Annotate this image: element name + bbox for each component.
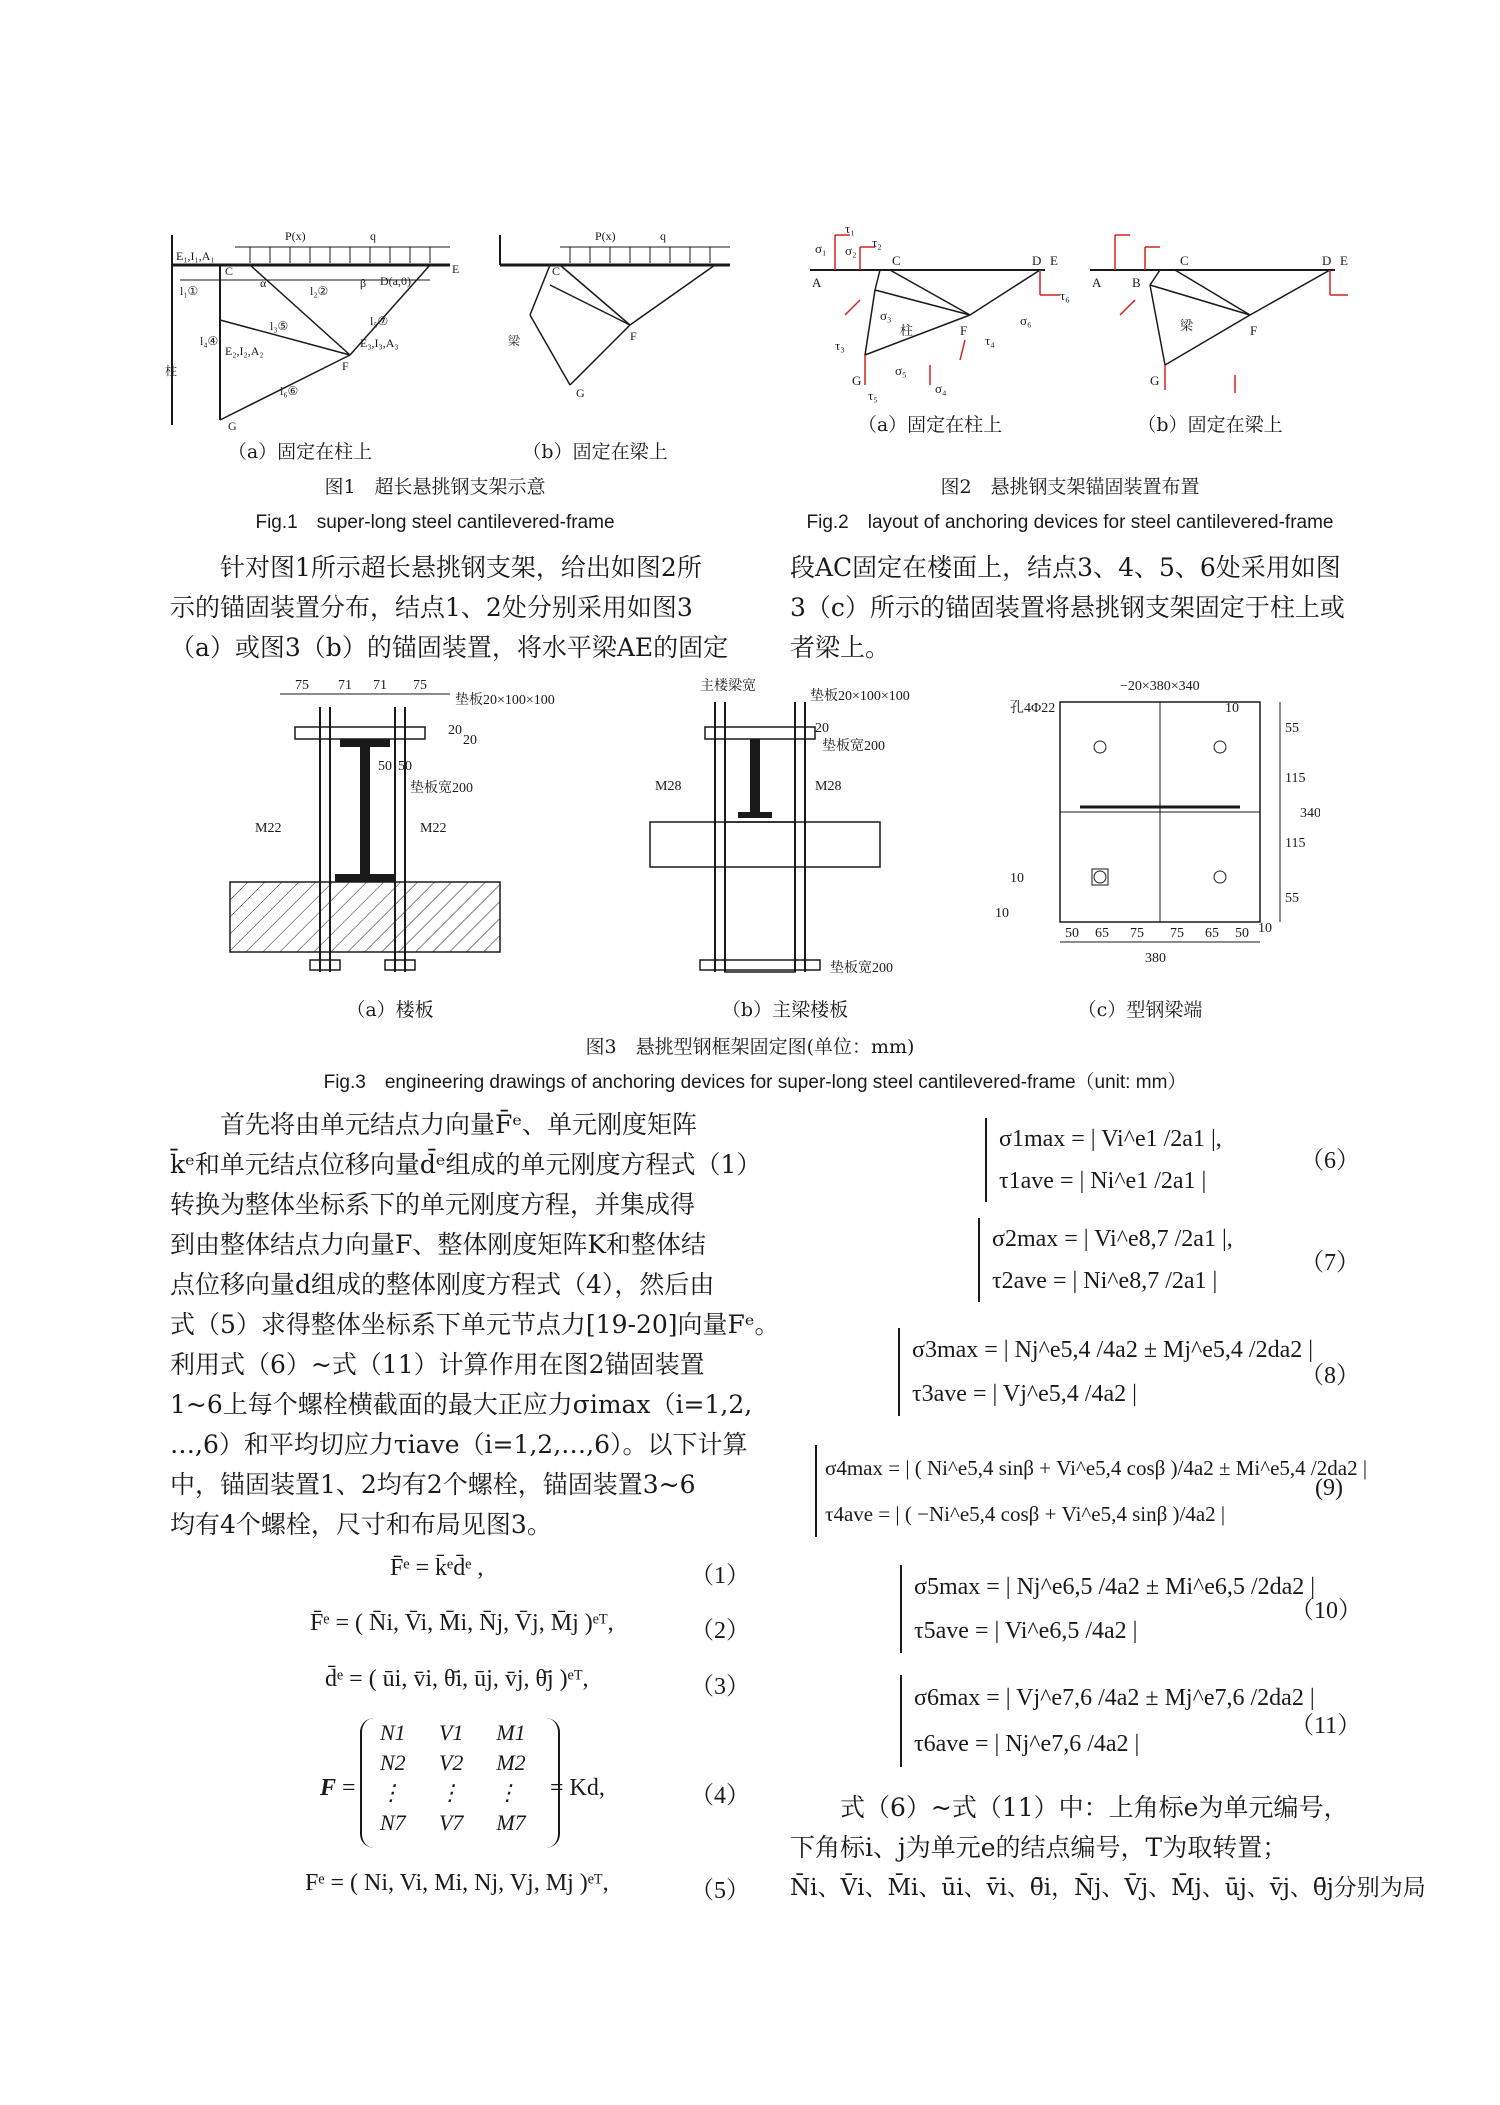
paragraph-3-line-5: 点位移向量d组成的整体刚度方程式（4），然后由 bbox=[170, 1270, 715, 1299]
node-f-label: F bbox=[342, 359, 349, 373]
equation-7-line-1: σ2max = | Vi^e8,7 /2a1 |, bbox=[992, 1226, 1233, 1252]
figure-1a-drawing bbox=[172, 235, 450, 425]
f2b-node-f: F bbox=[1250, 323, 1258, 338]
3c-bottom-5: 65 bbox=[1205, 926, 1219, 941]
matrix-row bbox=[370, 1808, 550, 1838]
b-beam-label: 梁 bbox=[508, 334, 521, 348]
beta-label: β bbox=[360, 276, 367, 290]
equation-5-number: （5） bbox=[690, 1878, 750, 1904]
equation-4-lhs: F = bbox=[320, 1775, 356, 1801]
f2a-t2: τ₂ bbox=[872, 235, 882, 250]
3b-dim-20: 20 bbox=[815, 721, 829, 736]
matrix-cell: M1 bbox=[496, 1720, 526, 1745]
e3-label: E₃,I₃,A₃ bbox=[360, 336, 399, 350]
equation-11 bbox=[900, 1675, 1315, 1767]
paragraph-2-line-2: 3（c）所示的锚固装置将悬挑钢支架固定于柱上或 bbox=[790, 593, 1345, 622]
figure-2a-labels bbox=[812, 225, 1070, 403]
f2a-node-d: D bbox=[1032, 253, 1042, 268]
figure-3-caption-zh: 图3 悬挑型钢框架固定图(单位：mm) bbox=[585, 1036, 915, 1058]
f2a-s3: σ₃ bbox=[880, 308, 892, 323]
figure-1b-labels bbox=[508, 229, 666, 400]
f2a-node-a: A bbox=[812, 275, 822, 290]
3b-bolt-right: M28 bbox=[815, 779, 842, 794]
f2a-t3: τ₃ bbox=[835, 338, 845, 353]
paragraph-1-line-3: （a）或图3（b）的锚固装置，将水平梁AE的固定 bbox=[170, 633, 729, 662]
figure-2 bbox=[790, 225, 1360, 415]
figure-1b-drawing bbox=[500, 235, 730, 385]
matrix-table bbox=[370, 1718, 550, 1838]
equation-7 bbox=[978, 1218, 1233, 1302]
figure-2b-drawing bbox=[1090, 235, 1348, 393]
equation-8 bbox=[898, 1328, 1313, 1416]
figure-1b-subcaption: （b）固定在梁上 bbox=[522, 441, 668, 463]
equation-3-number: （3） bbox=[690, 1674, 750, 1700]
paragraph-4-line-2: 下角标i、j为单元e的结点编号，T为取转置； bbox=[790, 1833, 1288, 1862]
3c-bottom-2: 65 bbox=[1095, 926, 1109, 941]
equation-4-number: （4） bbox=[690, 1783, 750, 1809]
column-label: 柱 bbox=[165, 364, 178, 378]
paragraph-3-line-8: 1~6上每个螺栓横截面的最大正应力σimax（i=1,2, bbox=[170, 1390, 753, 1419]
b-node-c-label: C bbox=[552, 264, 561, 278]
l6-label: l₆⑥ bbox=[280, 384, 299, 398]
equation-8-line-1: σ3max = | Nj^e5,4 /4a2 ± Mj^e5,4 /2da2 | bbox=[912, 1337, 1314, 1363]
f2a-t4: τ₄ bbox=[985, 333, 995, 348]
matrix-cell: V7 bbox=[438, 1810, 464, 1835]
matrix-cell: ⋮ bbox=[496, 1780, 519, 1805]
paragraph-3-line-4: 到由整体结点力向量F、整体刚度矩阵K和整体结 bbox=[170, 1230, 707, 1259]
e2-label: E₂,I₂,A₂ bbox=[225, 344, 264, 358]
3c-right-1: 55 bbox=[1285, 721, 1299, 736]
f2a-t6: τ₆ bbox=[1060, 288, 1070, 303]
equation-1-number: （1） bbox=[690, 1563, 750, 1589]
equation-10-line-2: τ5ave = | Vi^e6,5 /4a2 | bbox=[914, 1618, 1138, 1644]
figure-1-diagrams bbox=[160, 225, 740, 455]
f2a-s2: σ₂ bbox=[845, 243, 857, 258]
node-e-label: E bbox=[452, 262, 460, 276]
3c-right-4: 55 bbox=[1285, 891, 1299, 906]
equation-9 bbox=[815, 1445, 1367, 1537]
f2a-s5: σ₅ bbox=[895, 363, 907, 378]
equation-4-matrix bbox=[360, 1718, 560, 1848]
equation-8-line-2: τ3ave = | Vj^e5,4 /4a2 | bbox=[912, 1381, 1137, 1407]
3c-right-3: 115 bbox=[1285, 836, 1306, 851]
paragraph-4-line-1: 式（6）~式（11）中：上角标e为单元编号， bbox=[840, 1793, 1349, 1822]
figure-3c-labels bbox=[995, 679, 1320, 966]
paragraph-4 bbox=[790, 1788, 1426, 1908]
e1-label: E₁,I₁,A₁ bbox=[176, 249, 215, 263]
equation-2: F̄ᵉ = ( N̄i, V̄i, M̄i, N̄j, V̄j, M̄j )ᵉᵀ, bbox=[310, 1610, 614, 1636]
f2b-node-a: A bbox=[1092, 275, 1102, 290]
f2a-node-c: C bbox=[892, 253, 901, 268]
alpha-label: α bbox=[260, 276, 267, 290]
3c-bottom-3: 75 bbox=[1130, 926, 1144, 941]
equation-7-line-2: τ2ave = | Ni^e8,7 /2a1 | bbox=[992, 1268, 1218, 1294]
paragraph-3-line-10: 中，锚固装置1、2均有2个螺栓，锚固装置3~6 bbox=[170, 1470, 696, 1499]
f2a-t5: τ₅ bbox=[868, 388, 878, 403]
equation-9-line-1: σ4max = | ( Ni^e5,4 sinβ + Vi^e5,4 cosβ )/4a2 ± Mi^e5,4 /2da2 | bbox=[825, 1456, 1368, 1480]
matrix-cell: N7 bbox=[380, 1810, 406, 1835]
matrix-cell: ⋮ bbox=[438, 1780, 461, 1805]
3c-weld-b: 10 bbox=[1010, 871, 1024, 886]
equation-6-number: （6） bbox=[1300, 1148, 1360, 1174]
3a-plate: 垫板20×100×100 bbox=[455, 693, 555, 708]
3a-bolt-right: M22 bbox=[420, 821, 447, 836]
equation-11-number: （11） bbox=[1290, 1713, 1362, 1739]
f2a-node-f: F bbox=[960, 323, 968, 338]
figure-2-caption-zh: 图2 悬挑钢支架锚固装置布置 bbox=[940, 476, 1200, 498]
matrix-cell: ⋮ bbox=[380, 1780, 402, 1805]
equation-11-line-1: σ6max = | Vj^e7,6 /4a2 ± Mj^e7,6 /2da2 | bbox=[914, 1685, 1315, 1711]
3b-plate-width-2: 垫板宽200 bbox=[830, 961, 893, 976]
f2a-node-e: E bbox=[1050, 253, 1058, 268]
figure-3b-subcaption: （b）主梁楼板 bbox=[721, 999, 849, 1021]
f2a-node-g: G bbox=[852, 373, 862, 388]
3a-bolt-left: M22 bbox=[255, 821, 282, 836]
figure-1a-subcaption: （a）固定在柱上 bbox=[227, 441, 373, 463]
paragraph-3-line-3: 转换为整体坐标系下的单元刚度方程，并集成得 bbox=[170, 1190, 696, 1219]
paragraph-1-line-2: 示的锚固装置分布，结点1、2处分别采用如图3 bbox=[170, 593, 693, 622]
f2b-beam: 梁 bbox=[1180, 318, 1194, 333]
matrix-cell: N1 bbox=[380, 1720, 406, 1745]
equation-1: F̄ᵉ = k̄ᵉd̄ᵉ , bbox=[390, 1555, 484, 1581]
figure-3c-drawing bbox=[1060, 702, 1280, 942]
paragraph-3-line-6: 式（5）求得整体坐标系下单元节点力[19-20]向量Fᵉ。 bbox=[170, 1310, 780, 1339]
paragraph-3-line-11: 均有4个螺栓，尺寸和布局见图3。 bbox=[170, 1510, 552, 1539]
f2b-node-e: E bbox=[1340, 253, 1348, 268]
figure-3-caption-en: Fig.3 engineering drawings of anchoring devices for super-long steel cantilevered-frame（unit: mm） bbox=[323, 1072, 1187, 1093]
f2b-node-g: G bbox=[1150, 373, 1160, 388]
b-load-q-label: q bbox=[660, 229, 666, 243]
f2b-node-c: C bbox=[1180, 253, 1189, 268]
figure-3c-subcaption: （c）型钢梁端 bbox=[1077, 999, 1203, 1021]
l5-label: l₅⑦ bbox=[370, 314, 389, 328]
b-load-p-label: P(x) bbox=[595, 229, 616, 243]
figure-2b-labels bbox=[1092, 253, 1348, 388]
matrix-cell: V2 bbox=[438, 1750, 464, 1775]
3c-bottom-total: 380 bbox=[1145, 951, 1166, 966]
figure-1-caption-en: Fig.1 super-long steel cantilevered-frame bbox=[255, 512, 615, 533]
matrix-row bbox=[370, 1778, 550, 1808]
l1-label: l₁① bbox=[180, 284, 199, 298]
equation-6 bbox=[985, 1118, 1222, 1202]
equation-7-number: （7） bbox=[1300, 1250, 1360, 1276]
l4-label: l₄④ bbox=[200, 334, 219, 348]
paragraph-3-line-2: k̄ᵉ和单元结点位移向量d̄ᵉ组成的单元刚度方程式（1） bbox=[170, 1150, 762, 1179]
paragraph-2-line-1: 段AC固定在楼面上，结点3、4、5、6处采用如图 bbox=[790, 553, 1341, 582]
3c-right-2: 115 bbox=[1285, 771, 1306, 786]
node-d-label: D(a,0) bbox=[380, 274, 411, 288]
3c-bottom-6: 50 bbox=[1235, 926, 1249, 941]
equation-4-rhs: = Kd, bbox=[550, 1775, 605, 1801]
figure-2-diagrams bbox=[790, 225, 1360, 415]
figure-3b-labels bbox=[655, 677, 910, 976]
3a-dim-20a: 20 bbox=[448, 723, 462, 738]
3a-dim-2: 71 bbox=[338, 678, 352, 693]
equation-11-line-2: τ6ave = | Nj^e7,6 /4a2 | bbox=[914, 1731, 1140, 1757]
equation-10-line-1: σ5max = | Nj^e6,5 /4a2 ± Mi^e6,5 /2da2 | bbox=[914, 1574, 1316, 1600]
figure-2a-subcaption: （a）固定在柱上 bbox=[857, 414, 1003, 436]
matrix-cell: M2 bbox=[496, 1750, 526, 1775]
3a-dim-50b: 50 bbox=[398, 759, 412, 774]
paragraph-1 bbox=[170, 548, 745, 668]
figure-1-caption-zh: 图1 超长悬挑钢支架示意 bbox=[324, 476, 546, 498]
3a-dim-50a: 50 bbox=[378, 759, 392, 774]
3b-plate-width: 垫板宽200 bbox=[822, 739, 885, 754]
matrix-cell: N2 bbox=[380, 1750, 406, 1775]
f2a-column: 柱 bbox=[900, 323, 914, 338]
paragraph-3-line-9: …,6）和平均切应力τiave（i=1,2,…,6）。以下计算 bbox=[170, 1430, 748, 1459]
figure-1a-labels bbox=[165, 229, 459, 433]
l3-label: l₃⑤ bbox=[270, 319, 289, 333]
equation-6-line-2: τ1ave = | Ni^e1 /2a1 | bbox=[999, 1168, 1207, 1194]
figure-3-drawings bbox=[220, 672, 1320, 992]
node-c-label: C bbox=[225, 264, 234, 278]
3a-dim-3: 71 bbox=[373, 678, 387, 693]
figure-3a-subcaption: （a）楼板 bbox=[346, 999, 434, 1021]
equation-9-number: (9) bbox=[1315, 1475, 1343, 1501]
3c-plate: −20×380×340 bbox=[1120, 679, 1200, 694]
figure-3 bbox=[220, 672, 1320, 992]
equation-10-number: （10） bbox=[1290, 1598, 1362, 1624]
3b-plate: 垫板20×100×100 bbox=[810, 689, 910, 704]
figure-1 bbox=[160, 225, 740, 455]
3c-right-total: 340 bbox=[1300, 806, 1320, 821]
paragraph-3-line-7: 利用式（6）~式（11）计算作用在图2锚固装置 bbox=[170, 1350, 705, 1379]
f2b-node-b: B bbox=[1132, 275, 1141, 290]
f2a-s6: σ₆ bbox=[1020, 313, 1032, 328]
equation-10 bbox=[900, 1565, 1315, 1653]
3a-dim-20b: 20 bbox=[463, 733, 477, 748]
node-g-label: G bbox=[228, 419, 237, 433]
equation-6-line-1: σ1max = | Vi^e1 /2a1 |, bbox=[999, 1126, 1222, 1152]
b-node-f-label: F bbox=[630, 329, 637, 343]
equation-9-line-2: τ4ave = | ( −Ni^e5,4 cosβ + Vi^e5,4 sinβ )/4a2 | bbox=[825, 1502, 1226, 1526]
b-node-g-label: G bbox=[576, 386, 585, 400]
matrix-cell: V1 bbox=[438, 1720, 464, 1745]
matrix-row bbox=[370, 1748, 550, 1778]
paragraph-3-line-1: 首先将由单元结点力向量F̄ᵉ、单元刚度矩阵 bbox=[220, 1110, 698, 1139]
f2a-t1: τ₁ bbox=[845, 225, 855, 236]
3a-dim-1: 75 bbox=[295, 678, 309, 693]
figure-2-caption-en: Fig.2 layout of anchoring devices for steel cantilevered-frame bbox=[806, 512, 1334, 533]
load-p-label: P(x) bbox=[285, 229, 306, 243]
paragraph-2-line-3: 者梁上。 bbox=[790, 633, 891, 662]
3c-hole: 孔4Φ22 bbox=[1010, 701, 1056, 716]
3c-weld-a: 10 bbox=[1225, 701, 1239, 716]
f2a-s4: σ₄ bbox=[935, 381, 947, 396]
l2-label: l₂② bbox=[310, 284, 329, 298]
load-q-label: q bbox=[370, 229, 376, 243]
f2b-node-d: D bbox=[1322, 253, 1332, 268]
equation-8-number: （8） bbox=[1300, 1363, 1360, 1389]
3c-bottom-1: 50 bbox=[1065, 926, 1079, 941]
paragraph-2 bbox=[790, 548, 1350, 668]
paragraph-1-line-1: 针对图1所示超长悬挑钢支架，给出如图2所 bbox=[220, 553, 702, 582]
3b-bolt-left: M28 bbox=[655, 779, 682, 794]
3c-weld-c: 10 bbox=[995, 906, 1009, 921]
f2a-s1: σ₁ bbox=[815, 241, 827, 256]
equation-3: d̄ᵉ = ( ūi, v̄i, θ̄i, ūj, v̄j, θ̄j )ᵉᵀ, bbox=[325, 1666, 589, 1692]
equation-5: Fᵉ = ( Ni, Vi, Mi, Nj, Vj, Mj )ᵉᵀ, bbox=[305, 1870, 609, 1896]
matrix-row bbox=[370, 1718, 550, 1748]
matrix-cell: M7 bbox=[496, 1810, 526, 1835]
3a-plate-width: 垫板宽200 bbox=[410, 781, 473, 796]
paragraph-4-line-3: N̄i、V̄i、M̄i、ūi、v̄i、θ̄i，N̄j、V̄j、M̄j、ūj、v̄j、θ̄j分别为局 bbox=[790, 1875, 1426, 1901]
3c-bottom-4: 75 bbox=[1170, 926, 1184, 941]
paragraph-3 bbox=[170, 1105, 780, 1545]
3c-weld-d: 10 bbox=[1258, 921, 1272, 936]
figure-2b-subcaption: （b）固定在梁上 bbox=[1137, 414, 1283, 436]
3b-top-label: 主楼梁宽 bbox=[700, 679, 756, 694]
equation-2-number: （2） bbox=[690, 1618, 750, 1644]
3a-dim-4: 75 bbox=[413, 678, 427, 693]
